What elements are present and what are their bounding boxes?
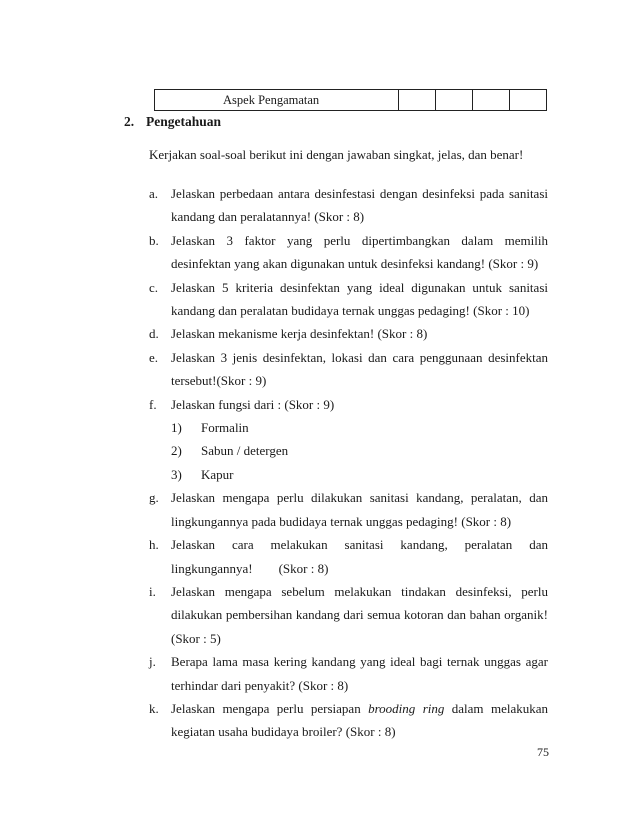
question-item (149, 182, 548, 229)
question-item (149, 322, 548, 345)
question-item (149, 533, 548, 580)
sub-item-label: 3) (171, 466, 182, 482)
question-label: f. (149, 396, 157, 412)
question-list (149, 182, 548, 744)
question-text: Jelaskan perbedaan antara desinfestasi dengan desinfeksi pada sanitasi kandang dan peralatannya! (Skor : 8) (171, 186, 548, 225)
question-label: g. (149, 490, 159, 506)
sub-item (149, 463, 548, 486)
question-text: Jelaskan mekanisme kerja desinfektan! (Skor : 8) (171, 326, 428, 342)
section-title: Pengetahuan (146, 114, 222, 129)
section-number: 2. (124, 114, 135, 129)
question-text: Jelaskan cara melakukan sanitasi kandang, peralatan dan (171, 537, 548, 553)
question-item (149, 346, 548, 393)
question-item (149, 486, 548, 533)
question-text-part: lingkungannya! (171, 560, 253, 576)
sub-item-label: 1) (171, 420, 182, 436)
aspect-cell: Aspek Pengamatan (155, 90, 399, 111)
score-cell (399, 90, 436, 111)
italic-term: brooding ring (368, 700, 445, 716)
question-label: a. (149, 186, 159, 201)
question-label: e. (149, 349, 159, 365)
page-number: 75 (537, 745, 549, 759)
sub-item (149, 416, 548, 439)
question-label: d. (149, 326, 159, 342)
score-cell (473, 90, 510, 111)
sub-item-text: Formalin (201, 420, 249, 436)
question-item (149, 580, 548, 650)
question-item (149, 229, 548, 276)
question-text-part: Jelaskan mengapa perlu persiapan (171, 700, 369, 716)
question-label: i. (149, 583, 156, 599)
question-text: Berapa lama masa kering kandang yang ideal bagi ternak unggas agar terhindar dari penyakit? (Skor : 8) (171, 654, 548, 693)
instructions: Kerjakan soal-soal berikut ini dengan jawaban singkat, jelas, dan benar! (149, 147, 524, 162)
question-item (149, 697, 548, 744)
sub-item-text: Sabun / detergen (201, 443, 289, 459)
question-item (149, 276, 548, 323)
question-label: c. (149, 279, 159, 295)
question-text-line2 (171, 557, 548, 580)
score-cell (510, 90, 547, 111)
question-text (171, 697, 548, 744)
question-text: Jelaskan 3 jenis desinfektan, lokasi dan cara penggunaan desinfektan tersebut!(Skor : 9) (171, 349, 548, 389)
sub-item-label: 2) (171, 443, 182, 459)
question-text: Jelaskan mengapa perlu dilakukan sanitasi kandang, peralatan, dan lingkungannya pada budidaya ternak unggas pedaging! (Skor : 8) (171, 490, 548, 529)
question-text-part: dalam melakukan kegiatan usaha budidaya broiler? (Skor : 8) (171, 700, 548, 740)
sub-item-text: Kapur (201, 466, 234, 482)
sub-item (149, 439, 548, 462)
question-item (149, 393, 548, 416)
question-text: Jelaskan 3 faktor yang perlu dipertimbangkan dalam memilih desinfektan yang akan digunakan untuk desinfeksi kandang! (Skor : 9) (171, 232, 548, 272)
question-label: b. (149, 232, 159, 248)
question-text: Jelaskan mengapa sebelum melakukan tindakan desinfeksi, perlu dilakukan pembersihan kandang dari semua kotoran dan bahan organik! (Skor : 5) (171, 583, 548, 646)
question-item (149, 650, 548, 697)
question-text: Jelaskan fungsi dari : (Skor : 9) (171, 396, 335, 412)
section-heading (124, 114, 221, 130)
question-score: (Skor : 8) (278, 560, 329, 576)
question-text: Jelaskan 5 kriteria desinfektan yang ideal digunakan untuk sanitasi kandang dan peralatan budidaya ternak unggas pedaging! (Skor : 10) (171, 279, 548, 319)
question-label: h. (149, 537, 159, 553)
question-label: j. (149, 654, 156, 670)
assessment-table (154, 89, 547, 111)
question-label: k. (149, 700, 159, 716)
score-cell (436, 90, 473, 111)
